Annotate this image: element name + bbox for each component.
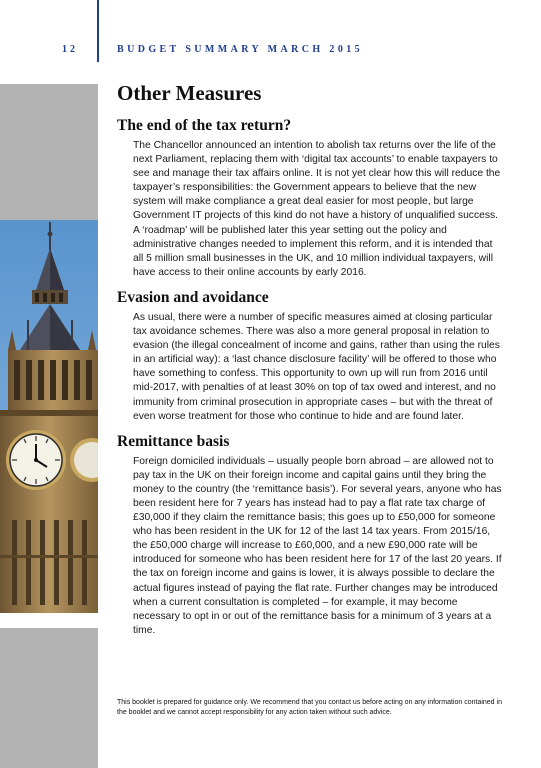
page-number: 12 xyxy=(62,44,78,55)
section-heading-tax-return: The end of the tax return? xyxy=(117,117,292,134)
section-body-tax-return: The Chancellor announced an intention to abolish tax returns over the life of the next Parliament, replacing them with ‘digital tax accounts’ to enable taxpayers to see and manage their tax affairs online. It is not yet clear how this will reduce the taxpayer’s responsibilities: the Government appears to believe that the new system will make compliance a great deal easier for most people, but large Government IT projects of this kind do not have a history of unqualified success. A ‘roadmap’ will be published later this year setting out the policy and administrative changes needed to implement this reform, and it is intended that all 5 million small businesses in the UK, and 10 million individual taxpayers, will have access to their online accounts by early 2016. xyxy=(133,140,501,278)
main-content xyxy=(117,80,502,646)
section-heading-remittance: Remittance basis xyxy=(117,432,230,450)
side-panel-bottom xyxy=(0,628,98,768)
footer-disclaimer: This booklet is prepared for guidance only. We recommend that you contact us before acting on any information contained in the booklet and we cannot accept responsibility for any action taken without such advice. xyxy=(117,699,502,716)
header-divider xyxy=(97,0,99,62)
section-heading-evasion: Evasion and avoidance xyxy=(117,288,269,306)
page-title: Other Measures xyxy=(117,81,262,105)
section-body-evasion: As usual, there were a number of specific measures aimed at closing particular tax avoidance schemes. There was also a more general proposal in relation to evasion (the illegal concealment of income and gains, rather than using the rules in an artificial way): a ‘last chance disclosure facility’ will be offered to those who have something to confess. This opportunity to own up will run from 2016 until mid-2017, with penalties of at least 30% on top of tax owed and interest, and no immunity from criminal prosecution in appropriate cases – but with the threat of even worse treatment for those who continue to hide and are found later. xyxy=(133,311,500,422)
side-photo-big-ben xyxy=(0,220,98,613)
side-panel-top xyxy=(0,84,98,220)
running-title: BUDGET SUMMARY MARCH 2015 xyxy=(117,44,364,55)
section-body-remittance: Foreign domiciled individuals – usually people born abroad – are allowed not to pay tax in the UK on their foreign income and capital gains until they bring the money to the country (the ‘remittance basis’). For several years, anyone who has been resident here for 7 years has instead had to pay a flat rate tax charge of £30,000 if they claim the remittance basis; this goes up to £50,000 for someone who has been resident in the UK for 12 of the last 14 tax years. From 2015/16, the £50,000 charge will increase to £60,000, and a new £90,000 rate will be introduced for someone who has been resident here for 17 of the last 20 years. If the tax on foreign income and gains is lower, it is always possible to declare the actual figures instead of paying the flat rate. Further changes may be introduced when a current consultation is completed – for example, it may become necessary to opt in or out of the remittance basis for a minimum of 3 years at a time. xyxy=(133,455,502,636)
